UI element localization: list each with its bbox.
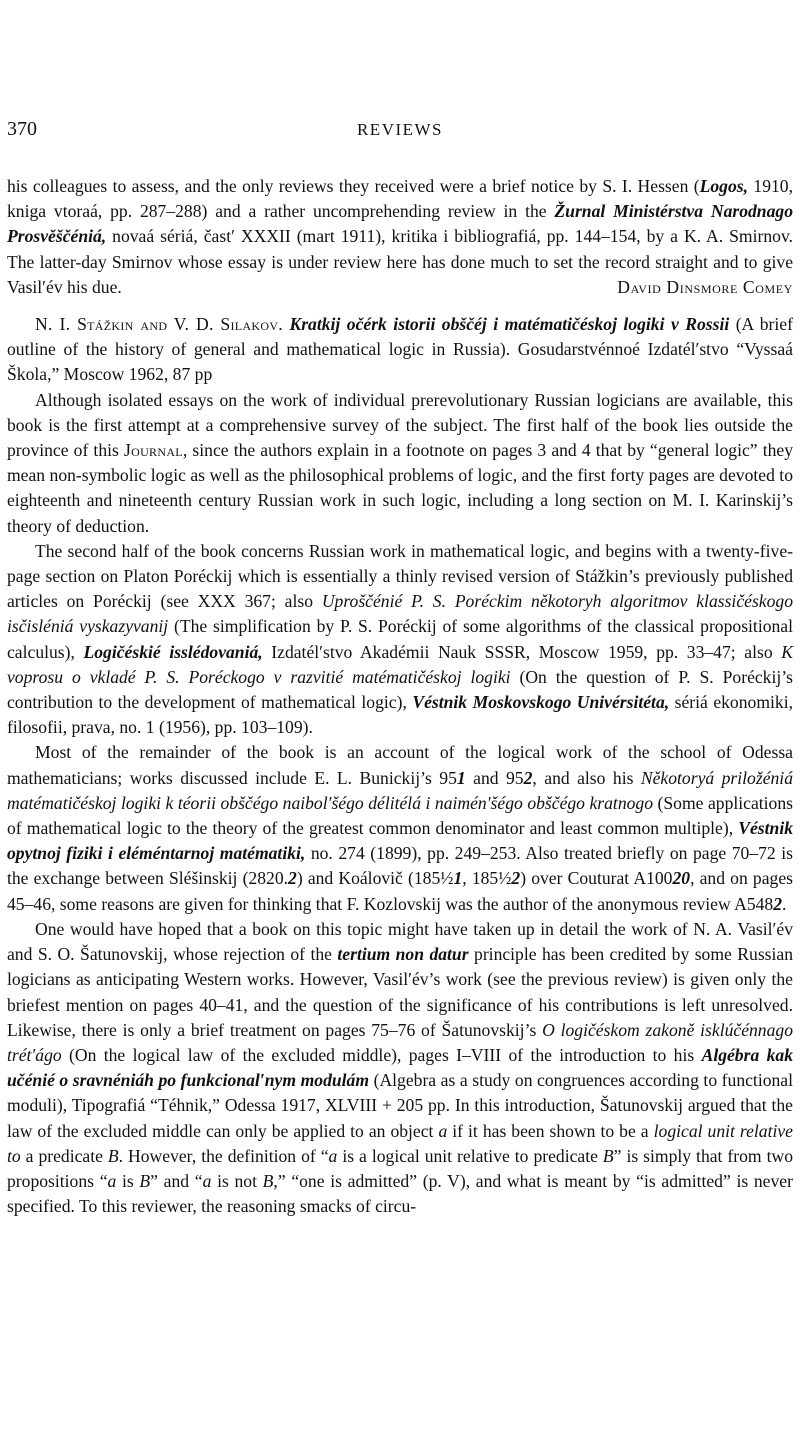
paragraph-1: Although isolated essays on the work of individual prerevolutionary Russian logicians are available, this book is the first attempt at a comprehensive survey of the subject. The first half of the book lies outside the province of this Journal, since the authors explain in a footnote on pages 3 and 4 that by “general logic” they mean non-symbolic logic as well as the philosophical problems of logic, and the first forty pages are devoted to eighteenth and nineteenth century Russian work in such logic, including a long section on M. I. Karinskij’s theory of deduction.: [7, 389, 794, 536]
running-head: REVIEWS: [356, 120, 444, 139]
paragraph-2: The second half of the book concerns Russian work in mathematical logic, and begins with a twenty-five-page section on Platon Poréckij which is essentially a thinly revised version of Stážkin’s previously published articles on Poréckij (see XXX 367; also Uproščénié P. S. Poréckim někotoryh algoritmov klassičéskogo isčisléniá vyskazyvanij (The simplification by P. S. Poréckij of some algorithms of the classical propositional calculus), Logičéskié isslédovaniá, Izdatél′stvo Akadémii Nauk SSSR, Moscow 1959, pp. 33–47; also K voprosu o vkladé P. S. Poréckogo v razvitié matématičéskoj logiki (On the question of P. S. Poréckij’s contribution to the development of mathematical logic), Véstnik Moskovskogo Univérsitéta, sériá ekonomiki, filosofii, prava, no. 1 (1956), pp. 103–109).: [7, 540, 793, 738]
page-number: 370: [7, 118, 37, 140]
citation-authors: N. I. Stážkin and V. D. Silakov.: [35, 314, 283, 335]
review-citation: N. I. Stážkin and V. D. Silakov. Kratkij očérk istorii obščéj i matématičéskoj logiki v Rossii (A brief outline of the history of general and mathematical logic in Russia). Gosudarstvénnoé Izdatél′stvo “Vyssaá Škola,” Moscow 1962, 87 pp: [7, 314, 793, 385]
paragraph-3: Most of the remainder of the book is an account of the logical work of the school of Odessa mathematicians; works discussed include E. L. Bunickij’s 951 and 952, and also his Někotoryá priložéniá matématičéskoj logiki k téorii obščégo naibol′šégo délitélá i naimén′šégo obščégo kratnogo (Some applications of mathematical logic to the theory of the greatest common denominator and least common multiple), Véstnik opytnoj fiziki i eléméntarnoj matématiki, no. 274 (1899), pp. 249–253. Also treated briefly on page 70–72 is the exchange between Sléšinskij (2820.2) and Koálovič (185½1, 185½2) over Couturat A10020, and on pages 45–46, some reasons are given for thinking that F. Kozlovskij was the author of the anonymous review A5482.: [7, 742, 794, 914]
citation-title: Kratkij očérk istorii obščéj i matématičéskoj logiki v Rossii: [289, 314, 730, 335]
page-header: [7, 118, 793, 150]
paragraph-4: One would have hoped that a book on this topic might have taken up in detail the work of N. A. Vasil′év and S. O. Šatunovskij, whose rejection of the tertium non datur principle has been credited by some Russian logicians as anticipating Western works. However, Vasil′év’s work (see the previous review) is given only the briefest mention on pages 40–41, and the question of the significance of his contributions is left unresolved. Likewise, there is only a brief treatment on pages 75–76 of Šatunovskij’s O logičéskom zakoně isklúčénnago trét′ágo (On the logical law of the excluded middle), pages I–VIII of the introduction to his Algébra kak učénié o sravnéniáh po funkcional′nym modulám (Algebra as a study on congruences according to functional moduli), Tipografiá “Téhnik,” Odessa 1917, XLVIII + 205 pp. In this introduction, Šatunovskij argued that the law of the excluded middle can only be applied to an object a if it has been shown to be a logical unit relative to a predicate B. However, the definition of “a is a logical unit relative to predicate B” is simply that from two propositions “a is B” and “a is not B,” “one is admitted” (p. V), and what is meant by “is admitted” is never specified. To this reviewer, the reasoning smacks of circu-: [7, 918, 794, 1217]
previous-review-ending: his colleagues to assess, and the only reviews they received were a brief notice by S. I. Hessen (Logos, 1910, kniga vtoraá, pp. 287–288) and a rather uncomprehending review in the Žurnal Ministérstva Narodnago Prosvěščéniá, novaá sériá, čast′ XXXII (mart 1911), kritika i bibliografiá, pp. 144–154, by a K. A. Smirnov. The latter-day Smirnov whose essay is under review here has done much to set the record straight and to give Vasil′év his due. David Dinsmore Comey: [7, 174, 793, 300]
body-text: [7, 174, 793, 1219]
reviewer-signature: David Dinsmore Comey: [617, 276, 793, 297]
